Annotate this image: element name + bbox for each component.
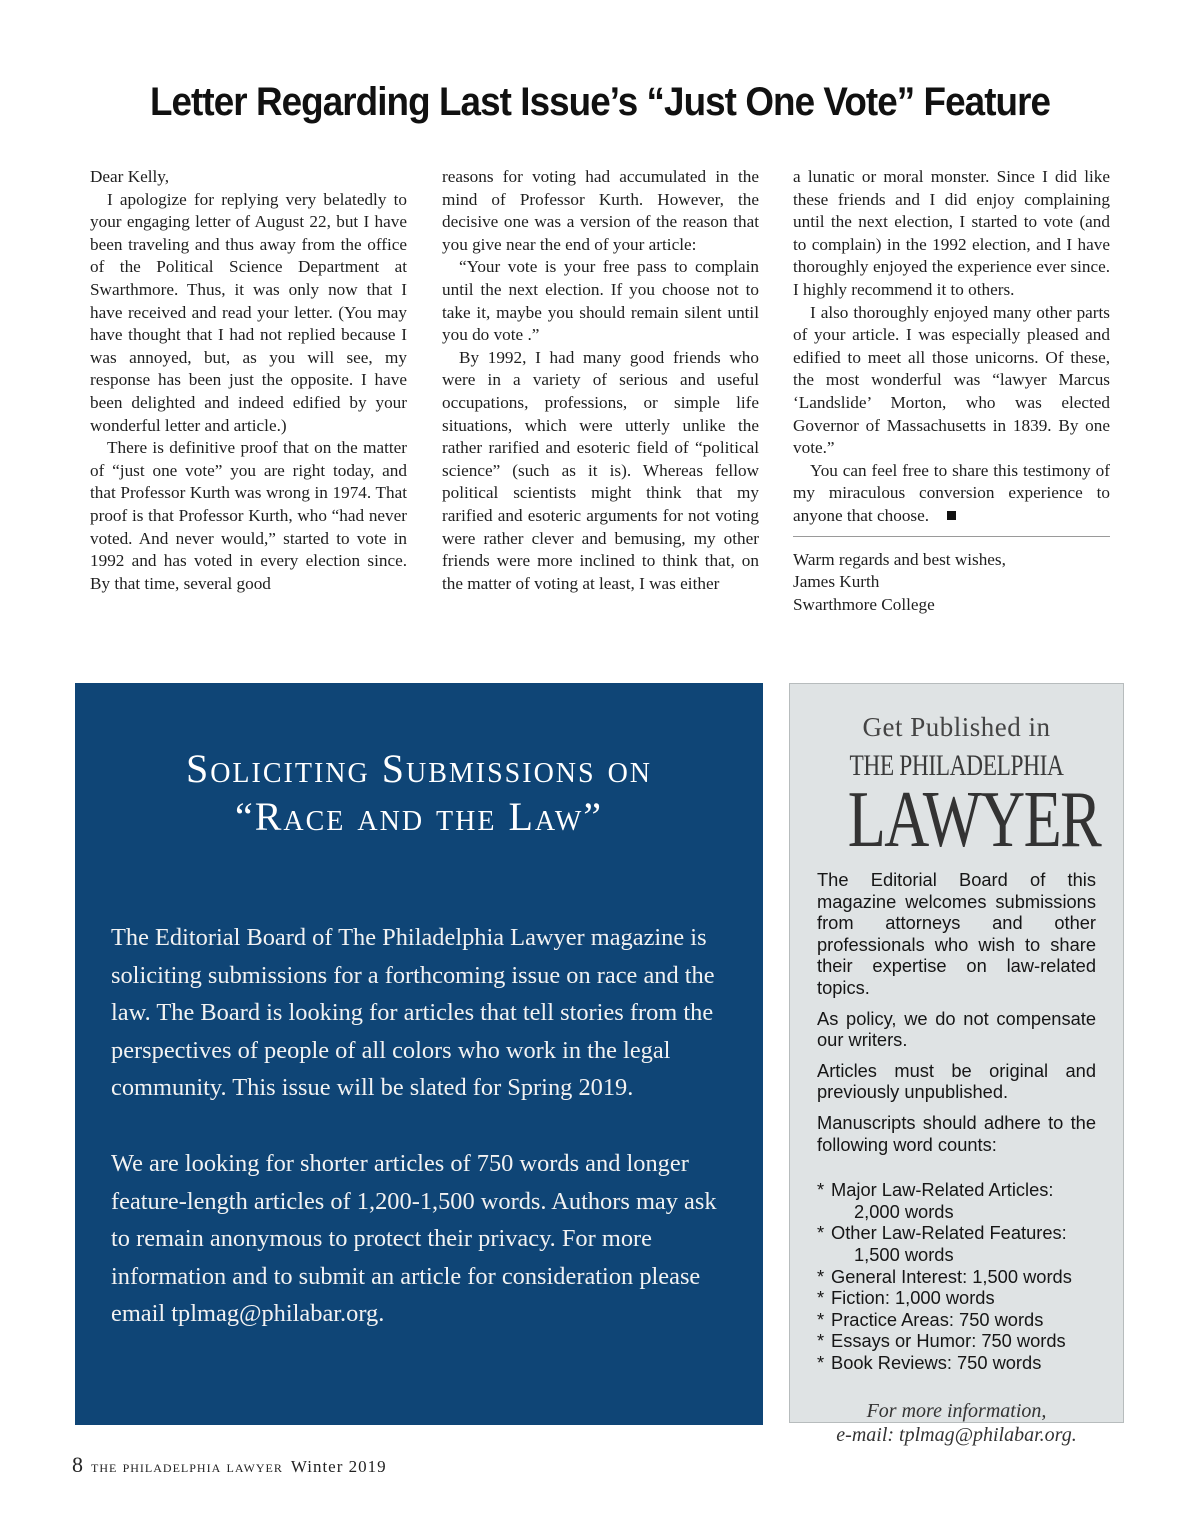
letter-paragraph: By 1992, I had many good friends who were in a variety of serious and useful occupations, professions, or simple life situations, which were utterly unlike the rather rarified and esoteric field of “political science” (such as it is). Whereas fellow political scientists might think that my rarified and esoteric arguments for not voting were rather clever and bemusing, my other friends were more inclined to think that, on the matter of voting at least, I was either (442, 347, 759, 593)
magazine-logo (817, 749, 1101, 864)
letter-paragraph-final (793, 460, 1110, 528)
submissions-body-1: The Editorial Board of The Philadelphia Lawyer magazine is soliciting submissions for a forthcoming issue on race and the law. The Board is looking for articles that tell stories from the perspectives of people of all colors who work in the legal community. This issue will be slated for Spring 2019. (111, 924, 715, 1102)
letter-salutation: Dear Kelly, (90, 167, 170, 186)
column-divider (793, 536, 1110, 537)
issue-year: 2019 (348, 1457, 387, 1476)
sidebar-paragraph: Manuscripts should adhere to the following word counts: (817, 1111, 1096, 1155)
submissions-title-line-2: “Race and the Law” (234, 794, 604, 839)
sidebar-footer (817, 1399, 1096, 1447)
letter-paragraph: I apologize for replying very belatedly to your engaging letter of August 22, but I have been traveling and thus away from the office of the Political Science Department at Swarthmore. Thus, it was only now that I have received and read your letter. (You may have thought that I had not replied because I was annoyed, but, as you will see, my response has been just the opposite. I have been delighted and indeed edified by your wonderful letter and article.) (90, 189, 407, 435)
signature-name: James Kurth (793, 572, 880, 592)
logo-line-top: THE PHILADELPHIA (849, 749, 1064, 782)
list-item: * Fiction: 1,000 words (817, 1287, 995, 1309)
issue-date (291, 1457, 387, 1477)
sidebar-text (817, 869, 1096, 1155)
signature-affiliation: Swarthmore College (793, 594, 935, 614)
letter-paragraph: I also thoroughly enjoyed many other parts of your article. I was especially pleased and edified to meet all those unicorns. Of these, the most wonderful was “lawyer Marcus ‘Landslide’ Morton, who was elected Governor of Massachusetts in 1839. By one vote.” (793, 302, 1110, 458)
end-of-article-mark (947, 511, 956, 520)
page-number: 8 (72, 1452, 83, 1477)
sidebar-paragraph: Articles must be original and previously unpublished. (817, 1059, 1096, 1103)
letter-signature-block (793, 549, 1110, 617)
submissions-body-2: We are looking for shorter articles of 750 words and longer feature-length articles of 1,200-1,500 words. Authors may ask to remain anonymous to protect their privacy. For more information and to submit an article for consideration please email tplmag@philabar.org. (111, 1149, 717, 1328)
publication-name: the philadelphia lawyer (91, 1457, 283, 1476)
word-count-list (817, 1179, 1096, 1373)
letter-closing: Warm regards and best wishes, (793, 549, 1006, 569)
list-item: * Practice Areas: 750 words (817, 1308, 1044, 1330)
list-item: * Book Reviews: 750 words (817, 1351, 1042, 1373)
list-item: * Essays or Humor: 750 words (817, 1330, 1066, 1352)
letter-column-3 (793, 166, 1110, 616)
sidebar-footer-line-1: For more information, (866, 1400, 1047, 1423)
get-published-sidebar (789, 683, 1124, 1447)
submissions-title-line-1: Soliciting Submissions on (185, 746, 653, 791)
list-item: * General Interest: 1,500 words (817, 1265, 1072, 1287)
sidebar-footer-email: e-mail: tplmag@philabar.org. (836, 1424, 1077, 1447)
submissions-callout-box (75, 683, 763, 1425)
letter-paragraph: There is definitive proof that on the matter of “just one vote” you are right today, and that Professor Kurth was wrong in 1974. That proof is that Professor Kurth, who “had never voted. And never would,” started to vote in 1992 and has voted in every election since. By that time, several good (90, 438, 407, 593)
list-item: * Other Law-Related Features: 1,500 words (817, 1222, 1067, 1265)
sidebar-paragraph: The Editorial Board of this magazine welcomes submissions from attorneys and other professionals who wish to share their expertise on law-related topics. (817, 869, 1096, 998)
page-headline: Letter Regarding Last Issue’s “Just One Vote” Feature (149, 80, 1051, 124)
submissions-title (111, 745, 727, 841)
letter-paragraph: reasons for voting had accumulated in the mind of Professor Kurth. However, the decisive one was a version of the reason that you give near the end of your article: (442, 167, 759, 254)
letter-column-2 (442, 166, 759, 595)
letter-final-text: You can feel free to share this testimony of my miraculous conversion experience to anyone that choose. (793, 460, 1110, 525)
get-published-heading: Get Published in (862, 712, 1051, 742)
sidebar-paragraph: As policy, we do not compensate our writers. (817, 1007, 1096, 1051)
issue-season: Winter (290, 1457, 344, 1476)
logo-line-main: LAWYER (847, 776, 1101, 864)
letter-column-1 (90, 166, 407, 595)
letter-quote: “Your vote is your free pass to complain until the next election. If you choose not to take it, maybe you should remain silent until you do vote .” (442, 257, 759, 345)
page-footer (72, 1452, 387, 1478)
letter-paragraph: a lunatic or moral monster. Since I did like these friends and I did enjoy complaining until the next election, I started to vote (and to complain) in the 1992 election, and I have thoroughly enjoyed the experience ever since. I highly recommend it to others. (793, 167, 1110, 299)
list-item: * Major Law-Related Articles: 2,000 words (817, 1179, 1054, 1222)
